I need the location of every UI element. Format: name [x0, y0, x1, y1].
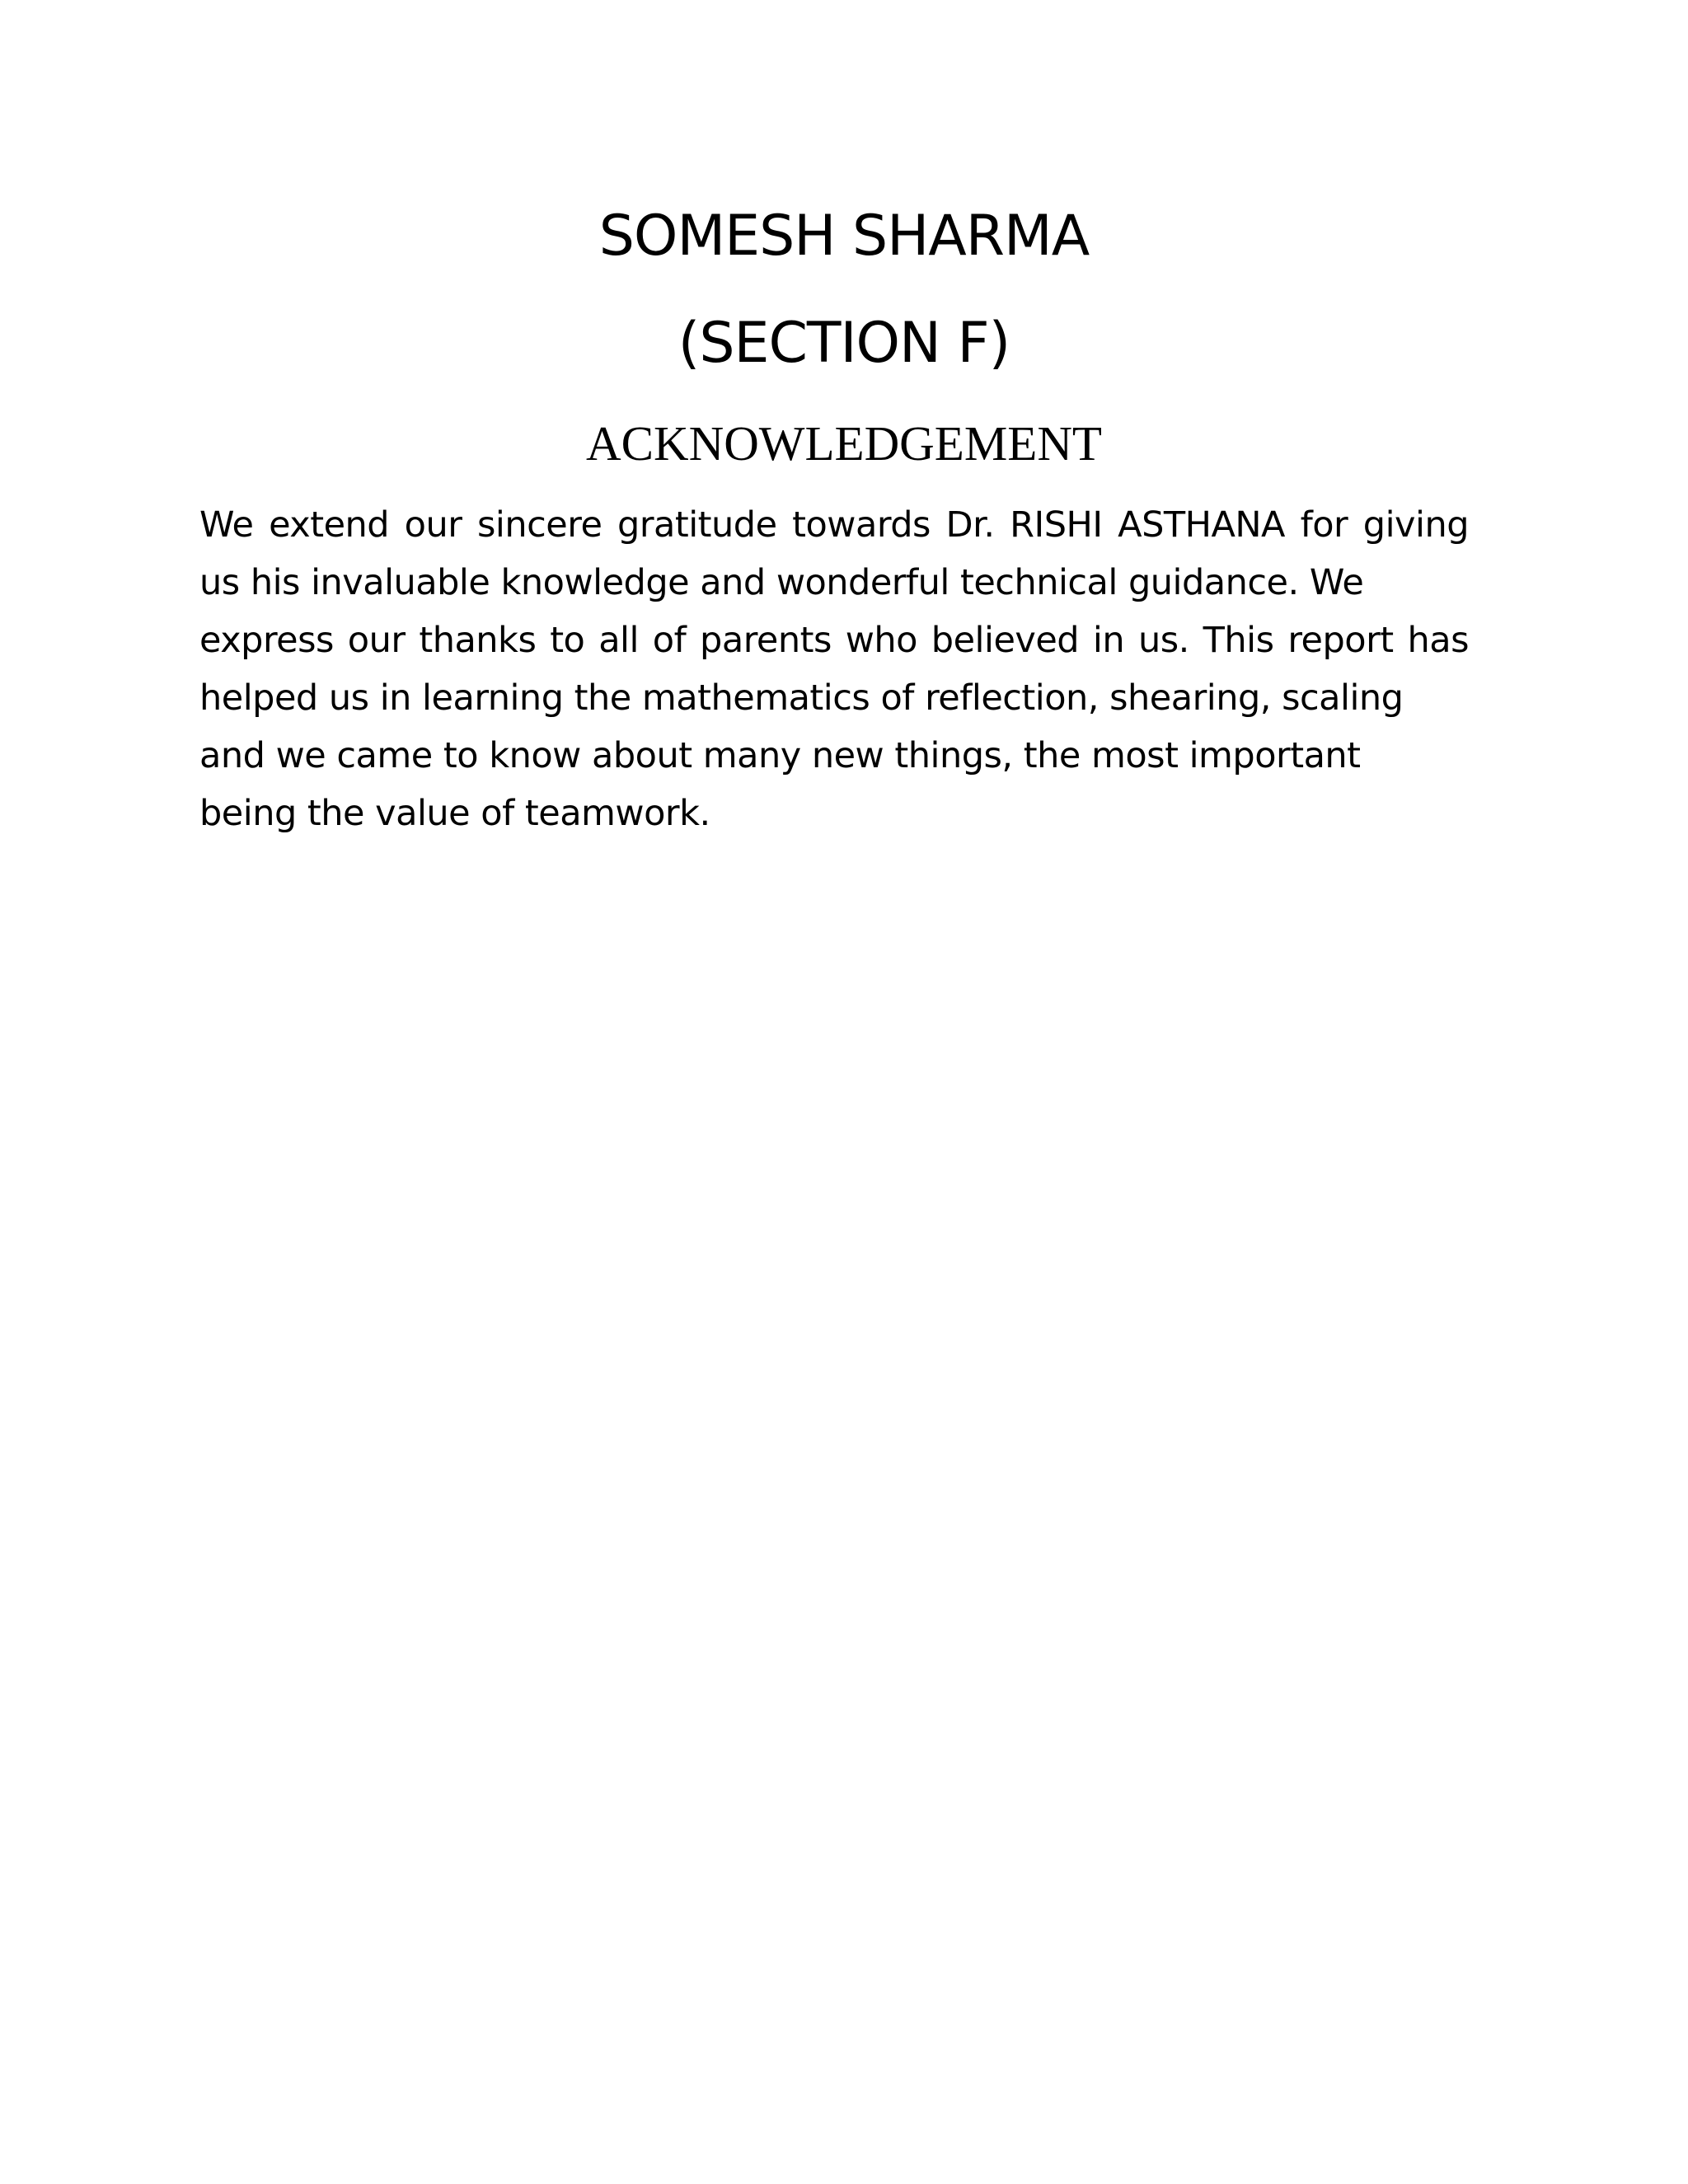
paragraph-line: express our thanks to all of parents who believed in us. This report has: [199, 620, 1469, 661]
paragraph-line: being the value of teamwork.: [199, 793, 710, 834]
paragraph-line: helped us in learning the mathematics of reflection, shearing, scaling: [199, 677, 1404, 719]
paragraph-line: and we came to know about many new things, the most important: [199, 735, 1361, 776]
acknowledgement-paragraph: [199, 496, 1469, 842]
paragraph-line: us his invaluable knowledge and wonderful technical guidance. We: [199, 562, 1364, 603]
author-section: (SECTION F): [678, 311, 1010, 376]
acknowledgement-heading: ACKNOWLEDGEMENT: [586, 416, 1102, 471]
author-name: SOMESH SHARMA: [598, 204, 1090, 269]
paragraph-line: We extend our sincere gratitude towards Dr. RISHI ASTHANA for giving: [199, 504, 1469, 546]
